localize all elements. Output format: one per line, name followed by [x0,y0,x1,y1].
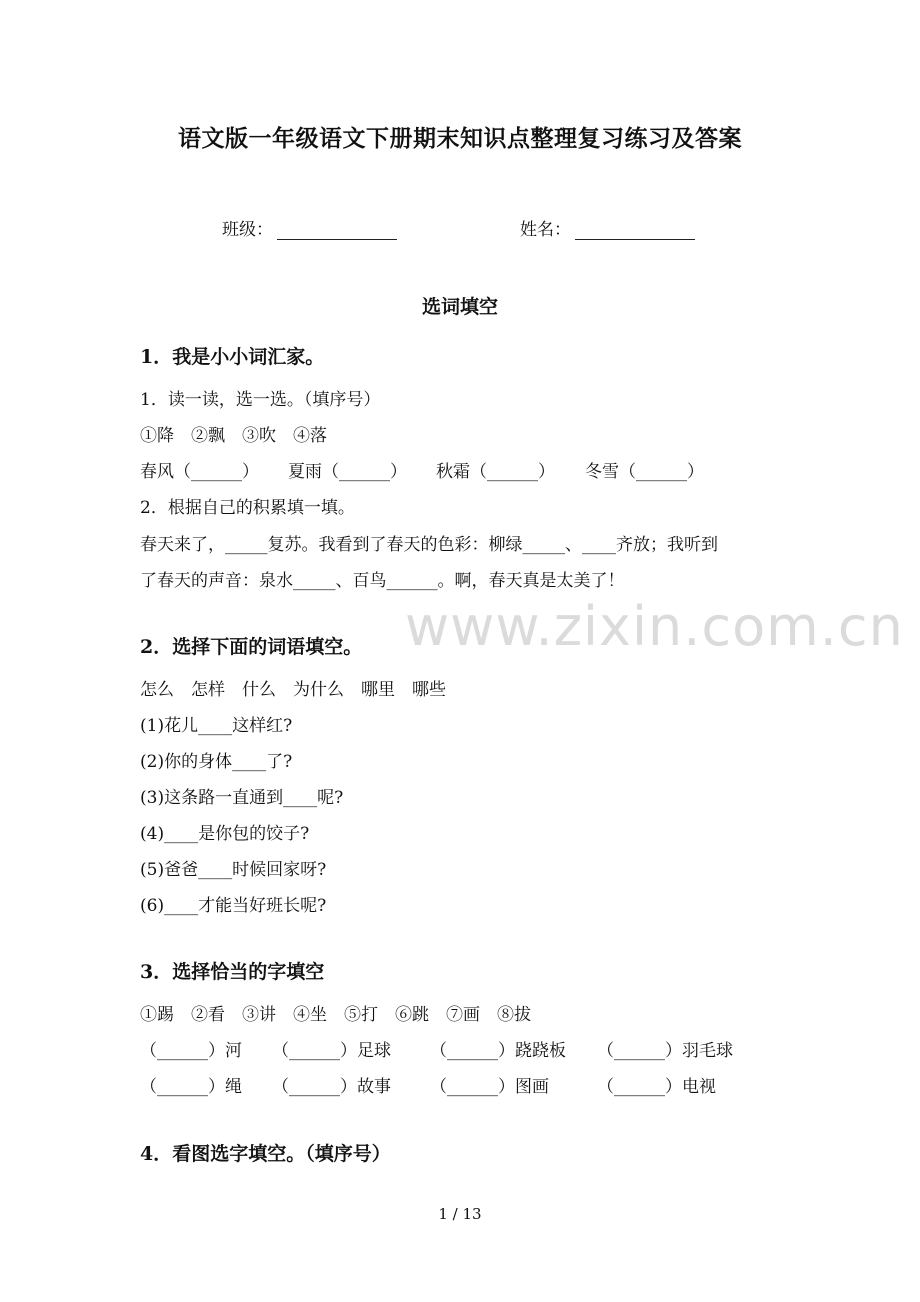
q2-word-bank: 怎么 怎样 什么 为什么 哪里 哪些 [140,680,446,700]
q1-options: ①降 ②飘 ③吹 ④落 [140,426,327,446]
q4-heading: 4．看图选字填空。（填序号） [140,1143,391,1165]
name-label: 姓名： [520,220,571,240]
q2-heading: 2．选择下面的词语填空。 [140,636,363,658]
q2-item-1: (1)花儿____这样红? [140,716,293,736]
q3-options: ①踢 ②看 ③讲 ④坐 ⑤打 ⑥跳 ⑦画 ⑧拔 [140,1005,531,1025]
watermark: www.zixin.com.cn [405,595,904,658]
class-blank [277,221,397,240]
q3-heading: 3．选择恰当的字填空 [140,961,325,983]
q3-row1-blank-3: （______）跷跷板 [430,1041,566,1061]
page-number: 1 / 13 [438,1205,482,1223]
q2-item-4: (4)____是你包的饺子? [140,824,310,844]
q1-sub2: 2．根据自己的积累填一填。 [140,498,355,518]
q3-row1-blank-4: （______）羽毛球 [597,1041,733,1061]
class-field [222,215,397,240]
q3-row2-blank-4: （______）电视 [597,1077,716,1097]
q3-row1-blank-2: （______）足球 [272,1041,391,1061]
class-label: 班级： [222,220,273,240]
name-blank [575,221,695,240]
q1-paragraph-line1: 春天来了，_____复苏。我看到了春天的色彩：柳绿_____、____齐放；我听到 [140,535,718,555]
section-title: 选词填空 [421,296,498,318]
q1-sub1: 1．读一读，选一选。（填序号） [140,390,381,410]
document-title: 语文版一年级语文下册期末知识点整理复习练习及答案 [178,125,742,152]
q2-item-3: (3)这条路一直通到____呢? [140,788,344,808]
q1-heading: 1．我是小小词汇家。 [140,346,325,368]
q1-blank-3: 秋霜（______） [436,462,555,482]
q1-paragraph-line2: 了春天的声音：泉水_____、百鸟______。啊，春天真是太美了！ [140,571,625,591]
q2-item-2: (2)你的身体____了? [140,752,293,772]
q3-row1-blank-1: （______）河 [140,1041,242,1061]
q2-item-5: (5)爸爸____时候回家呀? [140,860,327,880]
name-field [520,215,695,240]
q1-blank-4: 冬雪（______） [585,462,704,482]
q2-item-6: (6)____才能当好班长呢? [140,896,327,916]
q1-blank-2: 夏雨（______） [288,462,407,482]
q3-row2-blank-3: （______）图画 [430,1077,549,1097]
q3-row2-blank-1: （______）绳 [140,1077,242,1097]
q1-blank-1: 春风（______） [140,462,259,482]
q3-row2-blank-2: （______）故事 [272,1077,391,1097]
